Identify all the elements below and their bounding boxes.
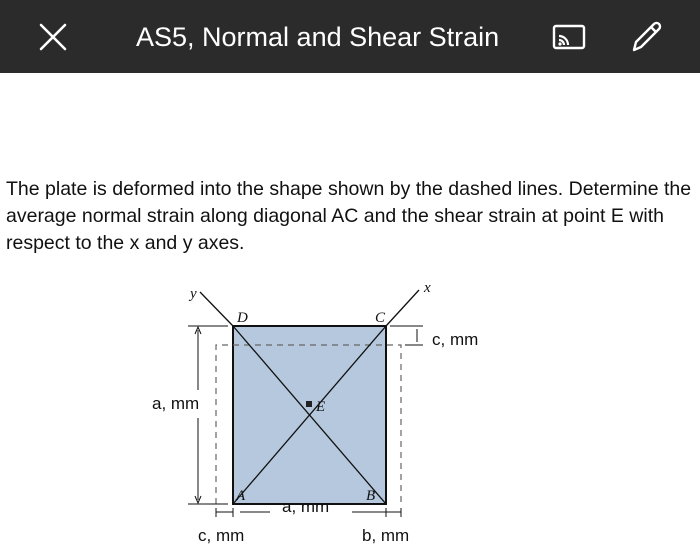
- right-shift-label: b, mm: [362, 526, 410, 545]
- plate-diagram: [0, 270, 700, 548]
- top-shift-label: c, mm: [432, 330, 479, 349]
- horizontal-dimension-label: a, mm: [282, 497, 330, 516]
- problem-statement: The plate is deformed into the shape shown by the dashed lines. Determine the average normal strain along diagonal AC and the shear strain at point E with respect to the x and y axes.: [6, 178, 692, 254]
- vertical-dimension-label: a, mm: [152, 394, 200, 413]
- point-a-label: A: [236, 488, 246, 504]
- close-icon[interactable]: [38, 22, 68, 52]
- page-title: AS5, Normal and Shear Strain: [136, 22, 500, 52]
- left-shift-label: c, mm: [198, 526, 245, 545]
- point-d-label: D: [237, 310, 248, 326]
- x-axis-label: x: [424, 280, 431, 296]
- pencil-icon[interactable]: [628, 18, 664, 54]
- cast-icon[interactable]: [552, 24, 586, 50]
- point-b-label: B: [366, 488, 376, 504]
- point-e-marker: [306, 401, 312, 407]
- top-bar: [0, 0, 700, 73]
- y-axis-label: y: [190, 286, 197, 302]
- point-c-label: C: [375, 310, 386, 326]
- point-e-label: E: [316, 399, 326, 415]
